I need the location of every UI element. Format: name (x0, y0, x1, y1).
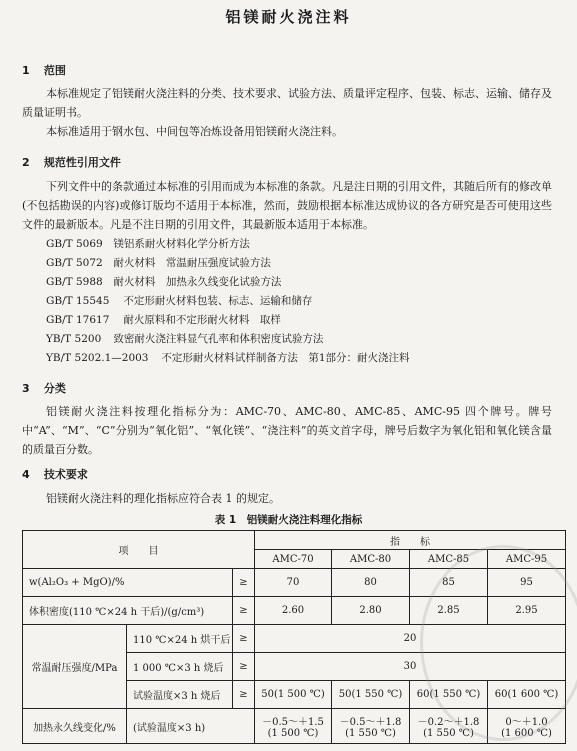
table-cell: 2.80 (332, 597, 410, 625)
reference-title: 致密耐火浇注料显气孔率和体积密度试验方法 (113, 333, 324, 345)
table-cell: 2.85 (410, 597, 488, 625)
item-header: 项 目 (23, 531, 255, 569)
section-title: 范围 (43, 64, 66, 77)
reference-title: 耐火材料 常温耐压强度试验方法 (113, 257, 271, 269)
row-label: 加热永久线变化/% (23, 709, 127, 744)
reference-item (46, 350, 410, 365)
reference-code: GB/T 5072 (46, 257, 103, 269)
comparison-sign: ≥ (233, 569, 255, 597)
table-cell: 70 (255, 569, 332, 597)
section-2-heading (22, 154, 121, 170)
table-cell: 95 (488, 569, 566, 597)
reference-item (46, 274, 281, 289)
grade-header: AMC-80 (332, 550, 410, 569)
row-label: w(Al₂O₃ + MgO)/% (23, 569, 233, 597)
comparison-sign: ≥ (233, 597, 255, 625)
document-title: 铝镁耐火浇注料 (225, 8, 352, 26)
requirements-paragraph: 铝镁耐火浇注料的理化指标应符合表 1 的规定。 (46, 492, 280, 505)
index-header: 指 标 (255, 531, 566, 550)
range-value: －0.5～＋1.8 (339, 717, 402, 728)
temperature-value: (1 550 ℃) (423, 728, 474, 739)
range-value: 0～＋1.0 (505, 717, 548, 728)
grade-header: AMC-95 (488, 550, 566, 569)
table-cell (255, 709, 332, 744)
reference-item (46, 236, 250, 251)
reference-title: 不定形耐火材料试样制备方法 第1部分：耐火浇注料 (161, 352, 410, 364)
reference-code: GB/T 17617 (46, 314, 110, 326)
temperature-value: (1 500 ℃) (267, 728, 319, 739)
table-caption: 表 1 铝镁耐火浇注料理化指标 (214, 514, 363, 526)
properties-table (22, 530, 566, 744)
row-label: 常温耐压强度/MPa (23, 625, 127, 709)
reference-code: YB/T 5202.1—2003 (46, 352, 149, 364)
reference-item (46, 312, 281, 327)
range-value: －0.5～＋1.5 (262, 717, 324, 728)
table-cell: 60(1 600 ℃) (488, 681, 566, 709)
section-1-heading (22, 62, 66, 78)
section-number: 3 (22, 382, 30, 395)
grade-header: AMC-85 (410, 550, 488, 569)
sub-row-label: 110 ℃×24 h 烘干后 (127, 625, 233, 653)
table-cell: 20 (255, 625, 566, 653)
temperature-value: (1 600 ℃) (501, 728, 552, 739)
sub-row-label: 试验温度×3 h 烧后 (127, 681, 233, 709)
sub-row-label: 1 000 ℃×3 h 烧后 (127, 653, 233, 681)
section-title: 分类 (43, 382, 66, 395)
table-cell: 30 (255, 653, 566, 681)
reference-title: 不定形耐火材料包装、标志、运输和储存 (123, 295, 313, 307)
table-cell (332, 709, 410, 744)
reference-item (46, 331, 323, 346)
table-cell: 60(1 550 ℃) (410, 681, 488, 709)
section-title: 规范性引用文件 (43, 156, 121, 169)
comparison-sign: ≥ (233, 653, 255, 681)
table-cell: 50(1 500 ℃) (255, 681, 332, 709)
sub-row-label: (试验温度×3 h) (127, 709, 255, 744)
row-label: 体积密度(110 ℃×24 h 干后)/(g/cm³) (23, 597, 233, 625)
section-number: 2 (22, 156, 30, 169)
reference-code: GB/T 5069 (46, 238, 103, 250)
temperature-value: (1 550 ℃) (345, 728, 396, 739)
reference-title: 镁铝系耐火材料化学分析方法 (113, 238, 250, 250)
section-3-heading (22, 380, 66, 396)
table-cell (410, 709, 488, 744)
comparison-sign: ≥ (233, 681, 255, 709)
grade-header: AMC-70 (255, 550, 332, 569)
reference-code: GB/T 15545 (46, 295, 110, 307)
table-cell: 80 (332, 569, 410, 597)
table-cell: 2.60 (255, 597, 332, 625)
classification-paragraph: 铝镁耐火浇注料按理化指标分为：AMC-70、AMC-80、AMC-85、AMC-95 四个牌号。牌号中“A”、“M”、“C”分别为“氧化铝”、“氧化镁”、“浇注料”的英文首字母，牌号后数字为氧化铝和氧化镁含量的质量百分数。 (22, 405, 552, 456)
section-4-heading (22, 466, 88, 482)
section-title: 技术要求 (43, 468, 88, 481)
table-cell: 85 (410, 569, 488, 597)
scope-paragraph-1: 本标准规定了铝镁耐火浇注料的分类、技术要求、试验方法、质量评定程序、包装、标志、运输、储存及质量证明书。 (22, 87, 552, 119)
reference-item (46, 255, 271, 270)
reference-code: GB/T 5988 (46, 276, 103, 288)
reference-item (46, 293, 312, 308)
references-paragraph: 下列文件中的条款通过本标准的引用而成为本标准的条款。凡是注日期的引用文件，其随后所有的修改单(不包括勘误的内容)或修订版均不适用于本标准，然而，鼓励根据本标准达成协议的各方研究是否可使用这些文件的最新版本。凡是不注日期的引用文件，其最新版本适用于本标准。 (22, 180, 552, 231)
scope-paragraph-2: 本标准适用于钢水包、中间包等冶炼设备用铝镁耐火浇注料。 (46, 125, 343, 138)
table-cell: 50(1 550 ℃) (332, 681, 410, 709)
range-value: －0.2～＋1.8 (417, 717, 480, 728)
section-number: 1 (22, 64, 30, 77)
section-number: 4 (22, 468, 30, 481)
reference-title: 耐火原料和不定形耐火材料 取样 (123, 314, 281, 326)
table-cell: 2.95 (488, 597, 566, 625)
reference-code: YB/T 5200 (46, 333, 102, 345)
comparison-sign: ≥ (233, 625, 255, 653)
reference-title: 耐火材料 加热永久线变化试验方法 (113, 276, 282, 288)
table-cell (488, 709, 566, 744)
